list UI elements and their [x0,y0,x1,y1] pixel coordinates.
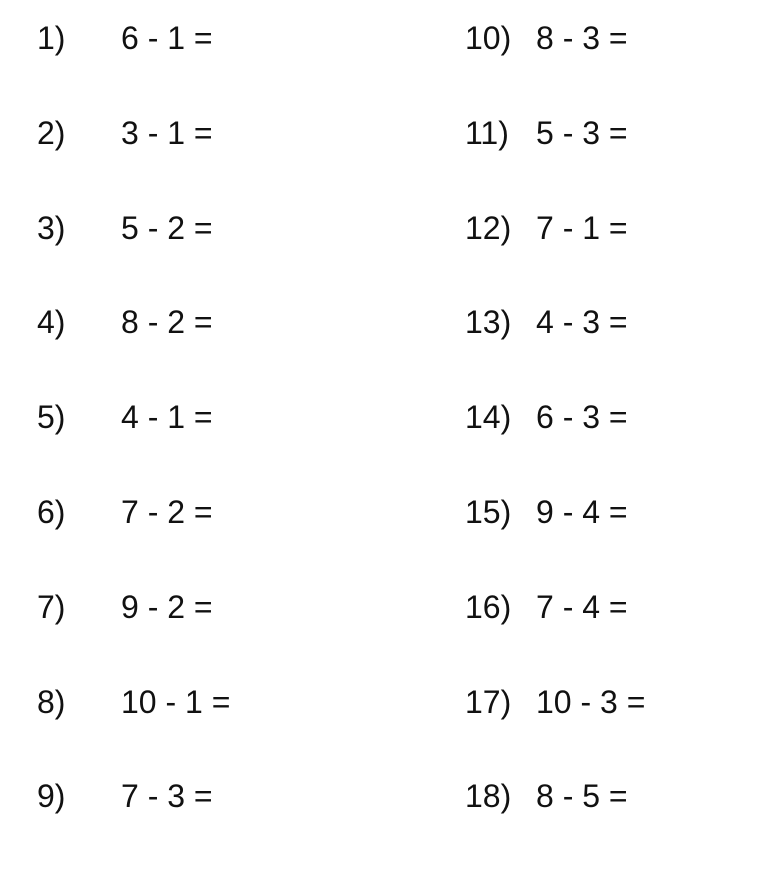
problem-item [37,20,230,115]
problem-expression: 9 - 4 = [536,493,628,530]
problem-expression: 6 - 3 = [536,399,628,436]
problem-number: 2) [37,114,66,151]
problem-item [465,684,645,779]
problem-item [465,589,645,684]
problem-item [465,20,645,115]
problem-number: 15) [465,493,512,530]
problem-item [37,399,230,494]
problem-expression: 4 - 3 = [536,304,628,341]
problem-item [465,778,645,873]
problem-number: 16) [465,588,512,625]
problem-item [37,304,230,399]
problem-item [465,399,645,494]
problem-expression: 10 - 3 = [536,683,646,720]
problem-item [37,684,230,779]
problem-expression: 9 - 2 = [121,588,213,625]
problem-number: 1) [37,20,66,56]
problem-expression: 7 - 2 = [121,493,213,530]
problem-expression: 5 - 2 = [121,209,213,246]
problem-expression: 7 - 3 = [121,778,213,815]
problem-number: 8) [37,683,66,720]
problem-number: 12) [465,209,512,246]
problem-item [465,210,645,305]
problem-expression: 3 - 1 = [121,114,213,151]
problem-number: 7) [37,588,66,625]
problem-expression: 8 - 3 = [536,20,628,56]
problem-expression: 8 - 2 = [121,304,213,341]
problem-number: 18) [465,778,512,815]
problem-item [37,778,230,873]
problem-expression: 6 - 1 = [121,20,213,56]
problem-item [465,115,645,210]
problem-expression: 5 - 3 = [536,114,628,151]
problem-column-right [465,20,645,873]
problem-number: 9) [37,778,66,815]
problem-expression: 10 - 1 = [121,683,231,720]
problem-number: 17) [465,683,512,720]
problem-item [37,494,230,589]
problem-item [465,494,645,589]
problem-number: 14) [465,399,512,436]
problem-number: 13) [465,304,512,341]
problem-number: 6) [37,493,66,530]
problem-item [37,115,230,210]
problem-expression: 7 - 4 = [536,588,628,625]
problem-number: 10) [465,20,512,56]
problem-expression: 4 - 1 = [121,399,213,436]
problem-number: 11) [465,114,509,151]
problem-number: 4) [37,304,66,341]
problem-number: 5) [37,399,66,436]
problem-item [465,304,645,399]
problem-expression: 8 - 5 = [536,778,628,815]
problem-number: 3) [37,209,66,246]
problem-expression: 7 - 1 = [536,209,628,246]
problem-item [37,210,230,305]
problem-item [37,589,230,684]
problem-column-left [37,20,230,873]
